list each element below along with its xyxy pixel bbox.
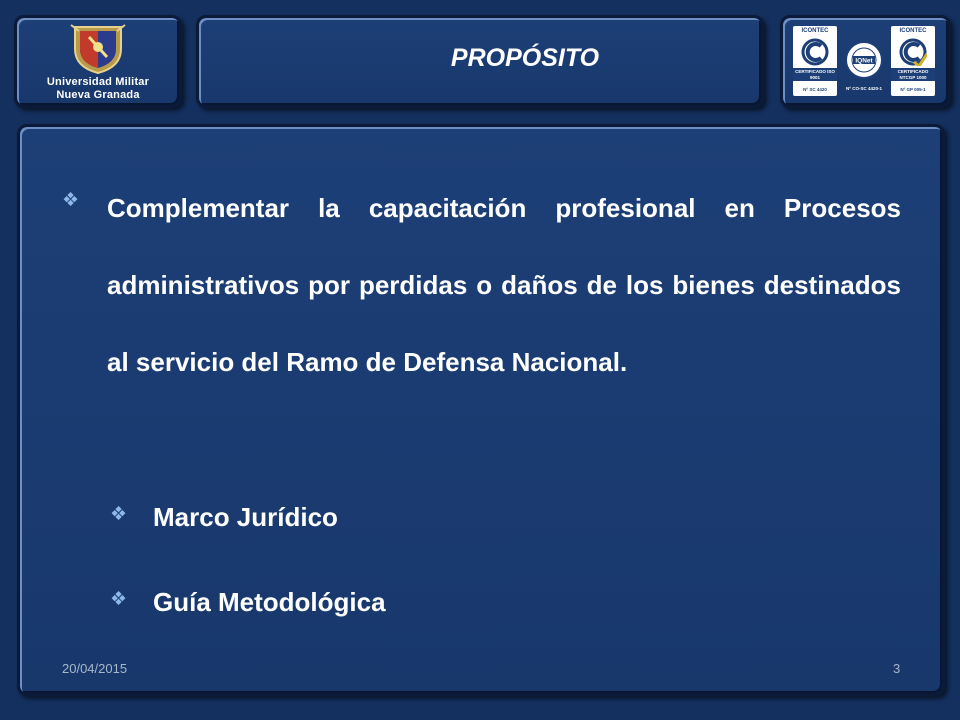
slide-title: PROPÓSITO: [450, 44, 600, 72]
badge-org: ICONTEC: [899, 28, 927, 34]
badge-number: Nº CO-SC 4420-1: [846, 86, 882, 91]
four-diamond-bullet-icon: ❖: [62, 190, 80, 211]
badge-org: ICONTEC: [801, 28, 829, 34]
university-name-line1: Universidad Militar: [46, 76, 150, 88]
badge-number: Nº SC 4420: [803, 87, 827, 92]
iqnet-logo-icon: [844, 40, 884, 80]
icontec-check-logo-icon: [899, 38, 927, 66]
badge-caption: CERTIFICADO NTCGP 1000: [891, 68, 935, 81]
badge-number: Nº GP 005-1: [900, 87, 926, 92]
university-crest-icon: [69, 23, 127, 75]
iqnet-badge: [842, 26, 886, 96]
university-name-line2: Nueva Granada: [56, 89, 140, 101]
footer-page-number: 3: [893, 661, 901, 676]
icontec-iso-badge: [793, 26, 837, 96]
sub-bullet-marco-juridico: Marco Jurídico: [153, 502, 338, 532]
main-bullet-text: Complementar la capacitación profesional en Procesos administrativos por perdidas o daños de los bienes destinados al servicio del Ramo de Defensa Nacional.: [107, 193, 901, 377]
four-diamond-bullet-icon: ❖: [110, 589, 128, 610]
icontec-ntcgp-badge: [891, 26, 935, 96]
icontec-logo-icon: [801, 38, 829, 66]
badge-caption: CERTIFICADO ISO 9001: [793, 68, 837, 81]
certifications-panel: [780, 15, 951, 108]
iqnet-logo-text: IQNet: [855, 57, 873, 65]
footer-date: 20/04/2015: [62, 661, 128, 676]
logo-panel: [14, 15, 182, 108]
title-panel: [196, 15, 764, 108]
sub-bullet-guia-metodologica: Guía Metodológica: [153, 587, 386, 617]
four-diamond-bullet-icon: ❖: [110, 504, 128, 525]
